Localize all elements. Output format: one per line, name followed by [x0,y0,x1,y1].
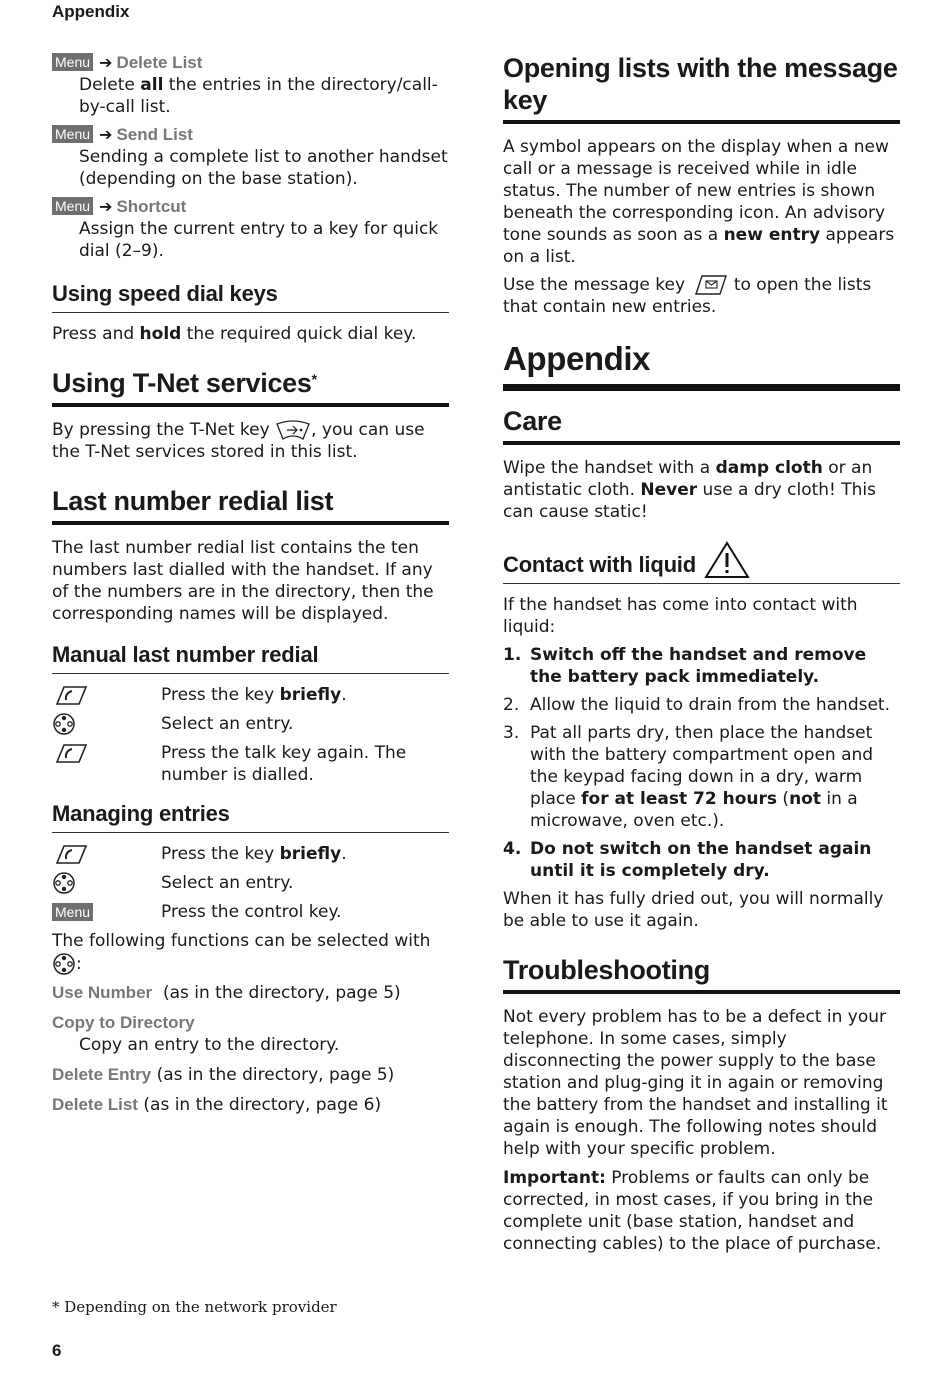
heading-appendix: Appendix [503,340,900,391]
menu-item-desc: Sending a complete list to another handset (depending on the base station). [79,147,448,189]
function-use-number: Use Number (as in the directory, page 5) [52,983,401,1003]
speed-dial-text: Press and hold the required quick dial key. [52,324,417,344]
heading-manual-redial: Manual last number redial [52,641,449,674]
talk-key-icon [52,742,161,764]
step-row: Press the key briefly. [52,684,449,706]
care-text: Wipe the handset with a damp cloth or an antistatic cloth. Never use a dry cloth! This can cause static! [503,458,876,522]
message-key-icon [690,275,728,295]
talk-key-icon [52,843,161,865]
menu-key: Menu [52,125,93,143]
function-copy-to-directory: Copy to Directory Copy an entry to the directory. [52,1013,340,1055]
control-key-icon [52,954,76,974]
step-row: Select an entry. [52,713,449,735]
step-row: Select an entry. [52,872,449,894]
liquid-after: When it has fully dried out, you will normally be able to use it again. [503,889,884,931]
heading-liquid: Contact with liquid [503,541,900,584]
left-column [52,52,449,1116]
heading-managing: Managing entries [52,800,449,833]
menu-item-delete-list [52,52,449,118]
arrow-icon: ➔ [99,197,113,216]
heading-speed-dial: Using speed dial keys [52,280,449,313]
step-row: Menu Press the control key. [52,901,449,923]
redial-text: The last number redial list contains the ten numbers last dialled with the handset. If any of the numbers are in the directory, then the corresponding names will be displayed. [52,538,434,624]
list-item: 1. Switch off the handset and remove the battery pack immediately. [503,645,867,687]
troubleshooting-p2: Important: Problems or faults can only be corrected, in most cases, if you bring in the complete unit (base station, handset and connecting cables) to the place of purchase. [503,1168,882,1254]
list-item: 3. Pat all parts dry, then place the handset with the battery compartment open and the keypad facing down in a dry, warm place for at least 72 hours (not in a microwave, oven etc.). [503,723,874,831]
heading-redial: Last number redial list [52,485,449,525]
heading-troubleshooting: Troubleshooting [503,954,900,994]
tnet-text: By pressing the T-Net key , you can use the T-Net services stored in this list. [52,420,425,462]
menu-item-desc: Assign the current entry to a key for quick dial (2–9). [79,219,439,261]
menu-key: Menu [52,53,93,71]
menu-title: Send List [116,125,193,144]
liquid-steps [503,644,900,882]
menu-item-send-list [52,124,449,190]
managing-steps [52,843,449,923]
function-delete-list: Delete List (as in the directory, page 6) [52,1095,382,1115]
list-item: 4. Do not switch on the handset again until it is completely dry. [503,839,872,881]
page-number: 6 [52,1341,62,1360]
tnet-key-icon [275,420,311,440]
message-key-p2: Use the message key to open the lists that contain new entries. [503,275,872,317]
liquid-intro: If the handset has come into contact with liquid: [503,595,858,637]
functions-intro: The following functions can be selected with : [52,931,431,974]
menu-item-shortcut [52,196,449,262]
heading-message-key: Opening lists with the message key [503,52,900,124]
menu-item-desc: Delete all the entries in the directory/call-by-call list. [79,75,438,117]
heading-tnet: Using T-Net services* [52,367,449,407]
manual-steps [52,684,449,786]
footnote: * Depending on the network provider [52,1298,337,1316]
menu-title: Delete List [116,53,203,72]
step-row: Press the key briefly. [52,843,449,865]
control-key-icon [52,872,161,894]
heading-care: Care [503,405,900,445]
control-key-icon [52,713,161,735]
menu-key: Menu [52,903,93,921]
running-head: Appendix [52,2,130,21]
step-row: Press the talk key again. The number is dialled. [52,742,449,786]
arrow-icon: ➔ [99,125,113,144]
talk-key-icon [52,684,161,706]
message-key-p1: A symbol appears on the display when a new call or a message is received while in idle status. The number of new entries is shown beneath the corresponding icon. An advisory tone sounds as soon as a new entry appears on a list. [503,137,895,267]
arrow-icon: ➔ [99,53,113,72]
troubleshooting-p1: Not every problem has to be a defect in your telephone. In some cases, simply disconnecting the power supply to the base station and plug-ging it in again or removing the battery from the handset and installing it again is enough. The following notes should help with your specific problem. [503,1007,888,1159]
warning-icon [704,541,750,579]
function-delete-entry: Delete Entry (as in the directory, page 5) [52,1065,395,1085]
menu-key: Menu [52,197,93,215]
right-column [503,52,900,1255]
menu-title: Shortcut [116,197,187,216]
list-item: 2. Allow the liquid to drain from the handset. [503,695,890,715]
